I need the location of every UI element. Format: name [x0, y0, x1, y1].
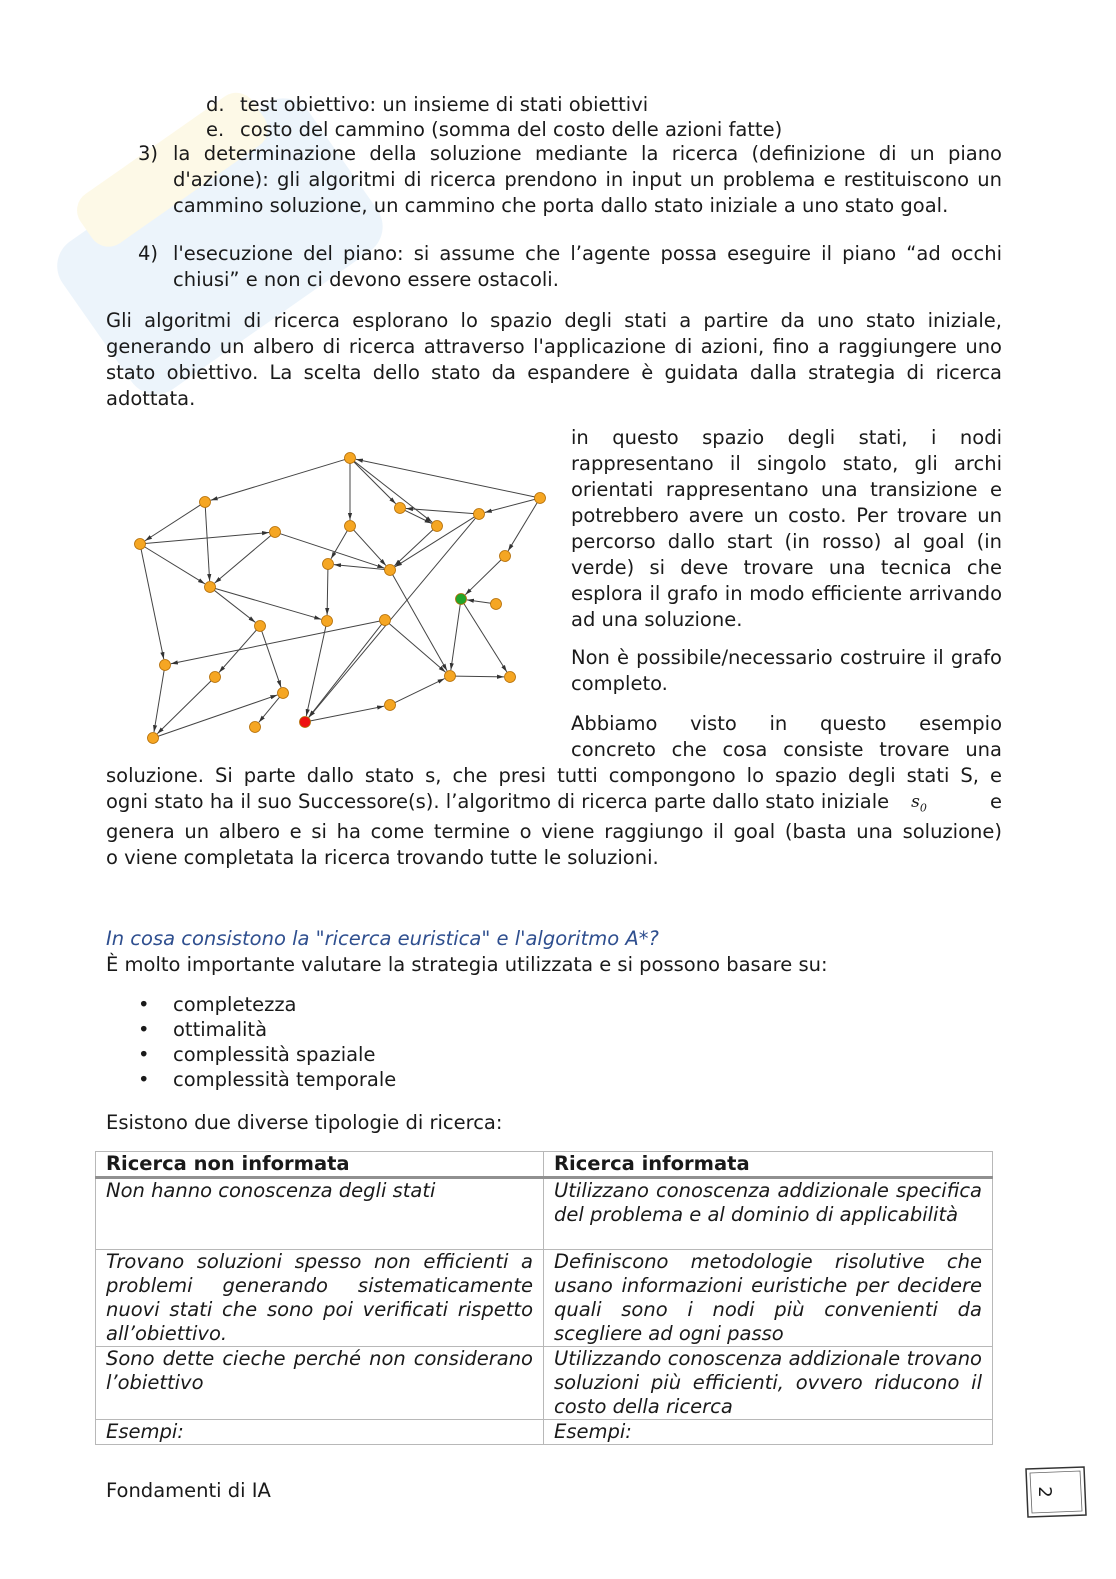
strategy-intro: È molto importante valutare la strategia utilizzata e si possono basare su:	[106, 953, 828, 976]
graph-edge	[404, 510, 431, 523]
graph-node	[395, 503, 406, 514]
graph-node	[505, 672, 516, 683]
list-marker: 3)	[138, 142, 159, 165]
graph-edge	[451, 604, 460, 670]
graph-edge	[306, 626, 326, 716]
comparison-table	[95, 1151, 993, 1445]
graph-edge	[508, 502, 537, 551]
graph-edge	[205, 507, 209, 581]
list-item: • ottimalità	[138, 1018, 268, 1041]
graph-edge	[214, 590, 255, 622]
criteria-list	[138, 992, 396, 1092]
table-cell: Trovano soluzioni spesso non efficienti a problemi generando sistematicamente nuovi stati che sono poi verificati rispetto all’obiettivo.	[96, 1250, 544, 1347]
graph-edge	[467, 600, 491, 603]
intro-paragraph: Gli algoritmi di ricerca esplorano lo spazio degli stati a partire da uno stato iniziale, generando un albero di ricerca attraverso l'applicazione di azioni, fino a raggiungere uno stato obiettivo. La scelta dello stato da espandere è guidata dalla strategia di ricerca adottata.	[106, 309, 1002, 410]
graph-edge	[215, 535, 272, 583]
graph-node	[380, 615, 391, 626]
list-item: • completezza	[138, 993, 297, 1016]
graph-edge	[389, 623, 446, 672]
example-continuation-4: o viene completata la ricerca trovando tutte le soluzioni.	[106, 846, 659, 869]
footer-title: Fondamenti di IA	[106, 1479, 271, 1502]
graph-node	[255, 621, 266, 632]
graph-edge	[157, 681, 211, 734]
graph-node	[345, 521, 356, 532]
graph-edge	[327, 569, 328, 615]
graph-edge	[171, 621, 380, 664]
graph-edge	[394, 529, 433, 565]
graph-edge	[219, 630, 257, 673]
table-row	[96, 1178, 993, 1250]
goal-node	[456, 594, 467, 605]
table-row	[96, 1250, 993, 1347]
types-intro: Esistono due diverse tipologie di ricerca:	[106, 1111, 503, 1134]
graph-node	[500, 551, 511, 562]
graph-node	[210, 672, 221, 683]
graph-node	[205, 582, 216, 593]
table-cell: Esempi:	[96, 1420, 544, 1445]
graph-edge	[353, 530, 386, 566]
graph-node	[148, 733, 159, 744]
graph-edge	[392, 574, 447, 670]
graph-edge	[455, 676, 504, 677]
graph-node	[322, 616, 333, 627]
example-continuation-3: genera un albero e si ha come termine o viene raggiungo il goal (basta una soluzione)	[106, 820, 1002, 843]
table-row	[96, 1420, 993, 1445]
table-header-row	[96, 1152, 993, 1178]
sublist-item-d	[206, 92, 648, 118]
table-cell: Sono dette cieche perché non considerano l’obiettivo	[96, 1347, 544, 1420]
table-cell: Non hanno conoscenza degli stati	[96, 1178, 544, 1250]
table-header: Ricerca non informata	[96, 1152, 544, 1178]
graph-node	[160, 660, 171, 671]
graph-node	[535, 493, 546, 504]
list-marker: 4)	[138, 242, 159, 265]
graph-edge	[211, 459, 345, 500]
graph-edge	[354, 461, 432, 522]
graph-node	[200, 497, 211, 508]
graph-node	[385, 565, 396, 576]
start-node	[300, 717, 311, 728]
graph-edge	[485, 499, 535, 512]
graph-node	[278, 688, 289, 699]
graph-edge	[331, 530, 347, 558]
graph-edge	[465, 559, 501, 594]
graph-edge	[309, 624, 382, 717]
graph-edge	[145, 505, 201, 541]
list-item-text: l'esecuzione del piano: si assume che l’agente possa eseguire il piano “ad occhi chiusi” e non ci devono essere ostacoli.	[173, 242, 1002, 291]
table-header: Ricerca informata	[544, 1152, 993, 1178]
graph-node	[491, 599, 502, 610]
graph-edge	[395, 679, 445, 703]
graph-edge	[354, 462, 396, 504]
table-row	[96, 1347, 993, 1420]
list-item-text: test obiettivo: un insieme di stati obiettivi	[240, 93, 649, 116]
graph-edge	[310, 706, 384, 721]
graph-node	[432, 521, 443, 532]
example-continuation-1: soluzione. Si parte dallo stato s, che presi tutti compongono lo spazio degli stati S, e	[106, 764, 1002, 787]
graph-edge	[154, 670, 164, 732]
graph-edge	[215, 588, 321, 619]
initial-state-symbol: $s_0$	[911, 792, 927, 815]
example-continuation-2	[106, 789, 1002, 821]
graph-node	[135, 539, 146, 550]
graph-edge	[406, 508, 474, 513]
graph-node	[270, 527, 281, 538]
list-item: • complessità spaziale	[138, 1043, 376, 1066]
text-fragment: ogni stato ha il suo Successore(s). l’algoritmo di ricerca parte dallo stato iniziale	[106, 790, 890, 813]
graph-edge	[262, 631, 281, 688]
page-number: 2	[1034, 1486, 1055, 1498]
state-space-graph	[115, 440, 560, 760]
graph-node	[445, 671, 456, 682]
list-item: • complessità temporale	[138, 1068, 397, 1091]
graph-description: in questo spazio degli stati, i nodi rappresentano il singolo stato, gli archi orientati rappresentano una transizione e potrebbero avere un costo. Per trovare un percorso dallo start (in rosso) al goal (in verde) si deve trovare una tecnica che esplora il grafo in modo efficiente arrivando ad una soluzione.	[571, 426, 1002, 631]
graph-note: Non è possibile/necessario costruire il grafo completo.	[571, 646, 1002, 695]
graph-edge	[141, 549, 164, 659]
graph-node	[323, 559, 334, 570]
graph-node	[345, 453, 356, 464]
example-line-2: concreto che cosa consiste trovare una	[571, 738, 1002, 761]
list-marker: e.	[206, 118, 225, 141]
text-fragment: e	[990, 790, 1002, 813]
graph-node	[385, 700, 396, 711]
graph-edge	[144, 547, 205, 584]
graph-node	[474, 509, 485, 520]
list-item-text: la determinazione della soluzione mediante la ricerca (definizione di un piano d'azione): gli algoritmi di ricerca prendono in input un problema e restituiscono un cammino soluzione, un cammino che porta dallo stato iniziale a uno stato goal.	[173, 142, 1002, 217]
page-number-box	[1024, 1465, 1088, 1519]
section-heading: In cosa consistono la "ricerca euristica" e l'algoritmo A*?	[106, 927, 659, 950]
table-cell: Utilizzando conoscenza addizionale trovano soluzioni più efficienti, ovvero riducono il costo della ricerca	[544, 1347, 993, 1420]
graph-edge	[309, 518, 476, 718]
example-line-1: Abbiamo visto in questo esempio	[571, 712, 1002, 735]
list-marker: d.	[206, 93, 225, 116]
table-cell: Utilizzano conoscenza addizionale specifica del problema e al dominio di applicabilità	[544, 1178, 993, 1250]
table-cell: Definiscono metodologie risolutive che usano informazioni euristiche per decidere quali sono i nodi più convenienti da scegliere ad ogni passo	[544, 1250, 993, 1347]
graph-node	[250, 722, 261, 733]
sublist-item-e	[206, 117, 782, 143]
numbered-item-4	[138, 241, 1002, 293]
graph-edge	[464, 603, 507, 672]
table-cell: Esempi:	[544, 1420, 993, 1445]
numbered-item-3	[138, 141, 1002, 219]
list-item-text: costo del cammino (somma del costo delle azioni fatte)	[240, 118, 783, 141]
